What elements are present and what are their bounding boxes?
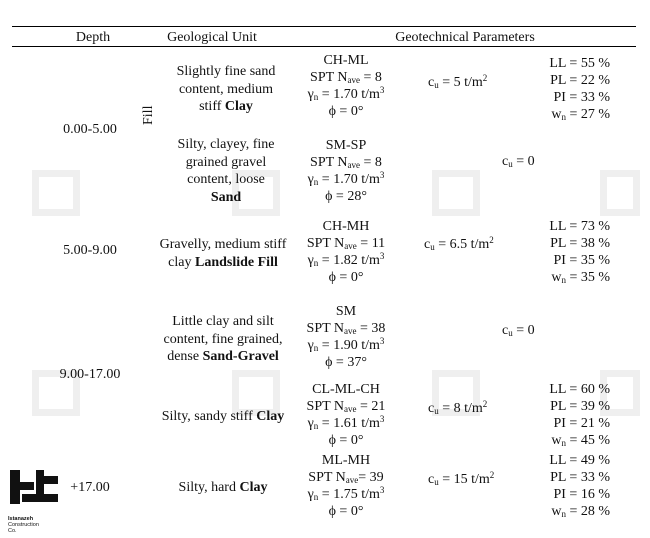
geological-unit-cell: Silty, hard Clay bbox=[178, 480, 268, 495]
soil-parameters-cell: CH-MH SPT $N_{ave} = 11$ $\gamma_n = 1.82$ $t/m^3$ ϕ = 0° bbox=[306, 219, 386, 285]
logo-mark bbox=[22, 494, 58, 502]
geological-unit-cell: Silty, clayey, fine grained gravel content, loose Sand bbox=[177, 137, 275, 205]
soil-parameters-cell: SM-SP SPT $N_{ave} = 8$ $\gamma_n = 1.70$ $t/m^3$ ϕ = 28° bbox=[307, 138, 385, 204]
soil-parameters-cell: ML-MH SPT $N_{ave}= 39$ $\gamma_n = 1.75$ $t/m^3$ ϕ = 0° bbox=[307, 453, 385, 519]
soil-parameters-cell: SM SPT $N_{ave} = 38$ $\gamma_n = 1.90$ $t/m^3$ ϕ = 37° bbox=[306, 304, 386, 370]
top-rule bbox=[12, 26, 636, 27]
cohesion-cell: $c_u = 8$ $t/m^2$ bbox=[428, 399, 488, 416]
cohesion-cell: $c_u = 0$ bbox=[502, 154, 535, 169]
cohesion-cell: $c_u = 15$ $t/m^2$ bbox=[428, 470, 495, 487]
logo-mark bbox=[20, 482, 34, 490]
atterberg-limits-cell: LL = 55 % PL = 22 % PI = 33 % $w_n = 27$ % bbox=[549, 56, 610, 122]
geological-unit-cell: Gravelly, medium stiff clay Landslide Fill bbox=[159, 237, 287, 270]
cohesion-cell: $c_u = 0$ bbox=[502, 323, 535, 338]
atterberg-limits-cell: LL = 60 % PL = 39 % PI = 21 % $w_n = 45$ % bbox=[549, 382, 610, 448]
geological-unit-cell: Little clay and silt content, fine grained, dense Sand-Gravel bbox=[163, 314, 283, 364]
header-rule bbox=[12, 46, 636, 47]
atterberg-limits-cell: LL = 73 % PL = 38 % PI = 35 % $w_n = 35$ % bbox=[549, 219, 610, 285]
header-depth: Depth bbox=[75, 30, 111, 45]
logo-mark bbox=[10, 470, 20, 504]
logo-mark bbox=[44, 476, 58, 484]
soil-parameters-cell: CH-ML SPT $N_{ave} = 8$ $\gamma_n = 1.70$ $t/m^3$ ϕ = 0° bbox=[307, 53, 385, 119]
geological-unit-cell: Silty, sandy stiff Clay bbox=[161, 409, 285, 424]
watermark-block bbox=[32, 170, 80, 216]
watermark-block bbox=[432, 170, 480, 216]
header-geological-unit: Geological Unit bbox=[167, 30, 257, 45]
company-logo bbox=[8, 470, 58, 532]
cohesion-cell: $c_u = 6.5$ $t/m^2$ bbox=[424, 235, 494, 252]
atterberg-limits-cell: LL = 49 % PL = 33 % PI = 16 % $w_n = 28$ % bbox=[549, 453, 610, 519]
header-geotechnical-parameters: Geotechnical Parameters bbox=[395, 30, 535, 45]
watermark-block bbox=[600, 170, 640, 216]
depth-cell: 0.00-5.00 bbox=[63, 122, 117, 137]
depth-cell: 5.00-9.00 bbox=[63, 243, 117, 258]
depth-cell: +17.00 bbox=[70, 480, 110, 495]
geological-unit-cell: Slightly fine sand content, medium stiff Clay bbox=[176, 64, 276, 114]
logo-text: Istanazeh Construction Co. bbox=[8, 516, 39, 534]
fill-label: Fill bbox=[141, 105, 156, 125]
soil-parameters-cell: CL-ML-CH SPT $N_{ave} = 21$ $\gamma_n = 1.61$ $t/m^3$ ϕ = 0° bbox=[306, 382, 386, 448]
cohesion-cell: $c_u = 5$ $t/m^2$ bbox=[428, 73, 488, 90]
depth-cell: 9.00-17.00 bbox=[59, 367, 121, 382]
